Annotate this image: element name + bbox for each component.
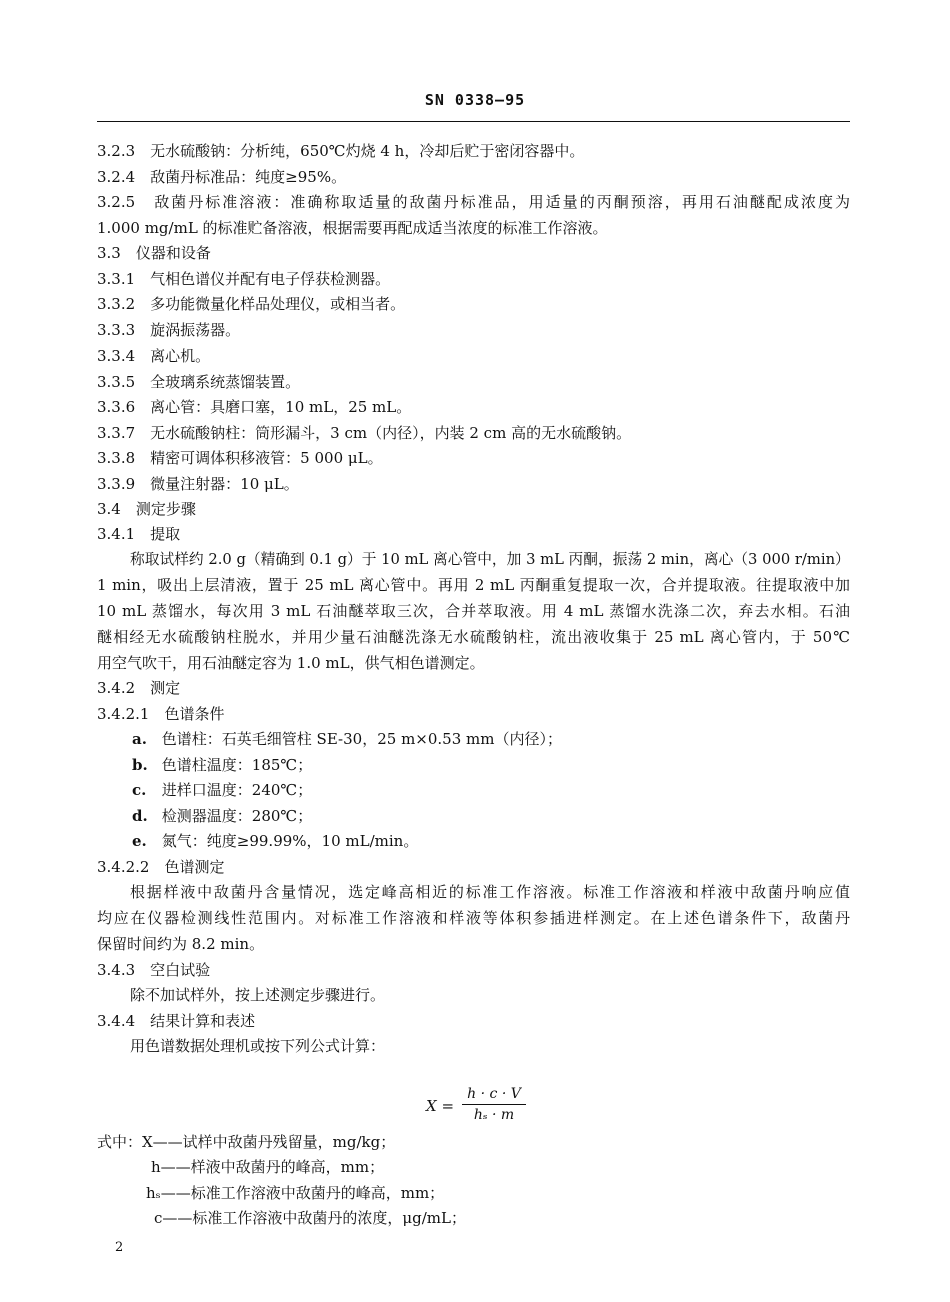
paragraph-line: 10 mL 蒸馏水，每次用 3 mL 石油醚萃取三次，合并萃取液。用 4 mL 蒸馏水洗涤二次，弃去水相。石油: [97, 602, 850, 620]
text-line: 3.3.3 旋涡振荡器。: [97, 321, 241, 339]
section-heading: 3.3 仪器和设备: [97, 244, 211, 262]
paragraph-line: 除不加试样外，按上述测定步骤进行。: [130, 986, 386, 1004]
text-line: 1.000 mg/mL 的标准贮备溶液，根据需要再配成适当浓度的标准工作溶液。: [97, 219, 608, 237]
text-line: 3.3.1 气相色谱仪并配有电子俘获检测器。: [97, 270, 391, 288]
paragraph-line: 保留时间约为 8.2 min。: [97, 935, 265, 953]
section-heading: 3.4.2 测定: [97, 679, 181, 697]
list-item-label: c.: [132, 781, 147, 799]
formula-fraction: [462, 1085, 526, 1124]
fraction-bar: [462, 1104, 526, 1105]
paragraph-line: 用色谱数据处理机或按下列公式计算：: [130, 1037, 386, 1055]
paragraph-line: 根据样液中敌菌丹含量情况，选定峰高相近的标准工作溶液。标准工作溶液和样液中敌菌丹响应值: [130, 883, 850, 901]
variable-definition: 式中：X——试样中敌菌丹残留量，mg/kg；: [97, 1133, 396, 1151]
list-item-text: 检测器温度：280℃；: [161, 807, 313, 825]
formula-denominator: hₛ · m: [473, 1107, 515, 1123]
text-line: 3.3.4 离心机。: [97, 347, 211, 365]
text-line: 3.3.6 离心管：具磨口塞，10 mL，25 mL。: [97, 398, 412, 416]
section-heading: 3.4.2.2 色谱测定: [97, 858, 225, 876]
list-item-text: 色谱柱温度：185℃；: [161, 756, 313, 774]
list-item: [132, 755, 312, 775]
paragraph-line: 均应在仪器检测线性范围内。对标准工作溶液和样液等体积参插进样测定。在上述色谱条件下，敌菌丹: [97, 909, 850, 927]
paragraph-line: 称取试样约 2.0 g（精确到 0.1 g）于 10 mL 离心管中，加 3 mL 丙酮，振荡 2 min，离心（3 000 r/min）: [130, 550, 850, 568]
list-item-text: 进样口温度：240℃；: [161, 781, 313, 799]
paragraph-line: 用空气吹干，用石油醚定容为 1.0 mL，供气相色谱测定。: [97, 654, 485, 672]
formula-lhs: X =: [426, 1097, 455, 1115]
section-heading: 3.4.1 提取: [97, 525, 181, 543]
text-line: 3.2.3 无水硫酸钠：分析纯，650℃灼烧 4 h，冷却后贮于密闭容器中。: [97, 142, 585, 160]
page-header: SN 0338—95: [424, 91, 526, 109]
variable-definition: hₛ——标准工作溶液中敌菌丹的峰高，mm；: [146, 1184, 445, 1202]
section-heading: 3.4.2.1 色谱条件: [97, 705, 225, 723]
list-item: [132, 780, 312, 800]
formula-numerator: h · c · V: [467, 1086, 521, 1102]
text-line: 3.3.2 多功能微量化样品处理仪，或相当者。: [97, 295, 406, 313]
list-item-text: 氮气：纯度≥99.99%，10 mL/min。: [161, 832, 419, 850]
header-rule: [97, 121, 850, 122]
variable-definition: h——样液中敌菌丹的峰高，mm；: [151, 1158, 385, 1176]
list-item-text: 色谱柱：石英毛细管柱 SE-30，25 m×0.53 mm（内径）；: [161, 730, 562, 748]
paragraph-line: 醚相经无水硫酸钠柱脱水，并用少量石油醚洗涤无水硫酸钠柱，流出液收集于 25 mL 离心管内，于 50℃: [97, 628, 850, 646]
text-line: 3.2.5 敌菌丹标准溶液：准确称取适量的敌菌丹标准品，用适量的丙酮预溶，再用石油醚配成浓度为: [97, 193, 850, 211]
text-line: 3.3.9 微量注射器：10 μL。: [97, 475, 299, 493]
paragraph-line: 1 min，吸出上层清液，置于 25 mL 离心管中。再用 2 mL 丙酮重复提取一次，合并提取液。往提取液中加: [97, 576, 850, 594]
list-item-label: a.: [132, 730, 147, 748]
list-item: [132, 831, 418, 851]
text-line: 3.3.7 无水硫酸钠柱：筒形漏斗，3 cm（内径），内装 2 cm 高的无水硫酸钠。: [97, 424, 632, 442]
list-item-label: b.: [132, 756, 148, 774]
list-item-label: d.: [132, 807, 148, 825]
list-item-label: e.: [132, 832, 147, 850]
text-line: 3.2.4 敌菌丹标准品：纯度≥95%。: [97, 168, 347, 186]
list-item: [132, 729, 562, 749]
list-item: [132, 806, 312, 826]
page-number: 2: [115, 1240, 124, 1255]
section-heading: 3.4.3 空白试验: [97, 961, 211, 979]
section-heading: 3.4.4 结果计算和表述: [97, 1012, 256, 1030]
formula: [426, 1085, 536, 1135]
text-line: 3.3.5 全玻璃系统蒸馏装置。: [97, 373, 301, 391]
variable-definition: c——标准工作溶液中敌菌丹的浓度，μg/mL；: [154, 1209, 466, 1227]
section-heading: 3.4 测定步骤: [97, 500, 196, 518]
text-line: 3.3.8 精密可调体积移液管：5 000 μL。: [97, 449, 383, 467]
